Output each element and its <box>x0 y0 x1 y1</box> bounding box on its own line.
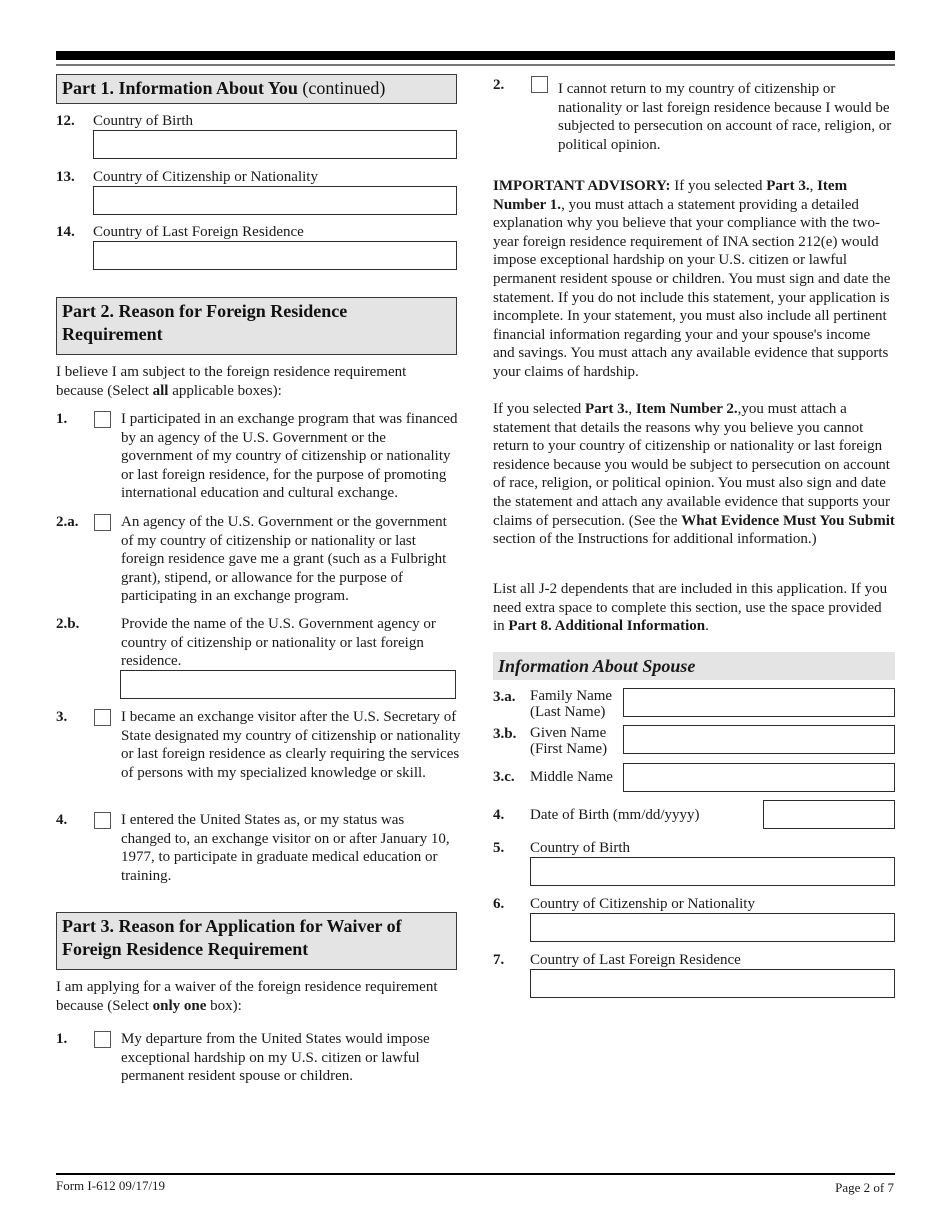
country-of-birth-label: Country of Birth <box>93 113 193 129</box>
j2-dependents-paragraph <box>493 580 895 636</box>
exceptional-hardship-checkbox[interactable] <box>94 1031 111 1048</box>
grant-checkbox[interactable] <box>94 514 111 531</box>
part1-title-suffix: (continued) <box>297 78 386 98</box>
country-of-citizenship-field[interactable] <box>93 186 457 215</box>
part1-header <box>56 74 457 104</box>
exchange-program-checkbox[interactable] <box>94 411 111 428</box>
item-number: 3.a. <box>493 689 516 705</box>
country-of-last-residence-label: Country of Last Foreign Residence <box>93 224 304 240</box>
item-number: 5. <box>493 840 505 856</box>
emphasis-text: Part 3. <box>585 401 629 417</box>
item-number: 3. <box>56 709 68 725</box>
form-identifier: Form I-612 09/17/19 <box>56 1178 166 1193</box>
body-text: , <box>809 178 818 194</box>
specialized-knowledge-text: I became an exchange visitor after the U.S. Secretary of State designated my country of citizenship or nationality or last foreign residence as clearly requiring the services of persons with my specialized knowledge or skill. <box>121 709 461 781</box>
body-text: , you must attach a statement providing a detailed explanation why you believe that your compliance with the two-year foreign residence requirement of INA section 212(e) would impose exceptional hardship on your U.S. citizen or lawful permanent resident spouse or children. You must sign and date the statement. If you do not include this statement, your application is incomplete. In your statement, you must also include all pertinent financial information regarding your and your spouse's income and savings. You must attach any available evidence that supports your claims of hardship. <box>493 196 891 380</box>
item-number: 6. <box>493 896 505 912</box>
part3-title-line2: Foreign Residence Requirement <box>62 939 309 959</box>
emphasis-text: IMPORTANT ADVISORY: <box>493 178 671 194</box>
agency-name-field[interactable] <box>120 670 456 699</box>
item-number: 1. <box>56 411 68 427</box>
item-number: 3.b. <box>493 726 517 742</box>
graduate-medical-text: I entered the United States as, or my status was changed to, an exchange visitor on or after January 10, 1977, to participate in graduate medical education or training. <box>121 812 450 884</box>
part1-title: Part 1. Information About You <box>62 78 298 98</box>
emphasis-text: Part 3. <box>766 178 810 194</box>
item-number: 14. <box>56 224 75 240</box>
exchange-program-text: I participated in an exchange program that was financed by an agency of the U.S. Government or the government of my country of citizenship or nationality or last foreign residence, for the purpose of promoting international education and cultural exchange. <box>121 411 458 502</box>
emphasis-text: What Evidence Must You Submit <box>681 512 895 529</box>
emphasis-text: Item Number 2. <box>635 401 738 417</box>
agency-name-label: Provide the name of the U.S. Government agency or country of citizenship or nationality or last foreign residence. <box>121 616 436 670</box>
spouse-country-of-last-residence-field[interactable] <box>530 969 895 998</box>
part2-header <box>56 297 457 355</box>
spouse-country-of-citizenship-label: Country of Citizenship or Nationality <box>530 896 755 912</box>
spouse-given-name-field[interactable] <box>623 725 895 754</box>
persecution-checkbox[interactable] <box>531 76 548 93</box>
body-text: ,you must attach a statement that details the reasons why you believe you cannot return to your country of citizenship or nationality or last foreign residence because you would be subject to persecution on account of race, religion, or political opinion. You must also sign and date the statement and attach any available evidence that supports your claims of persecution. (See the <box>493 401 890 529</box>
part3-intro: I am applying for a waiver of the foreign residence requirement because (Select only one box): <box>56 979 438 1014</box>
spouse-country-of-birth-label: Country of Birth <box>530 840 630 856</box>
footer-rule <box>56 1173 895 1175</box>
part2-title-line1: Part 2. Reason for Foreign Residence <box>62 301 348 321</box>
item-number: 12. <box>56 113 75 129</box>
part3-title-line1: Part 3. Reason for Application for Waiver of <box>62 916 402 936</box>
grant-text: An agency of the U.S. Government or the government of my country of citizenship or nationality or last foreign residence gave me a grant (such as a Fulbright grant), stipend, or allowance for the purpose of participating in an exchange program. <box>121 514 447 605</box>
given-name-label: Given Name (First Name) <box>530 725 608 757</box>
item-number: 1. <box>56 1031 68 1047</box>
body-text: List all J-2 dependents that are included in this application. If you need extra space to complete this section, use the space provided in <box>493 581 888 635</box>
persecution-advisory-paragraph <box>493 400 895 549</box>
header-rule-thick <box>56 51 895 60</box>
part2-intro: I believe I am subject to the foreign residence requirement because (Select all applicable boxes): <box>56 364 407 399</box>
emphasis-text: Part 8. Additional Information <box>508 618 706 635</box>
spouse-family-name-field[interactable] <box>623 688 895 717</box>
country-of-last-residence-field[interactable] <box>93 241 457 270</box>
spouse-country-of-citizenship-field[interactable] <box>530 913 895 942</box>
item-number: 2.a. <box>56 514 79 530</box>
part2-title-line2: Requirement <box>62 324 163 344</box>
item-number: 3.c. <box>493 769 515 785</box>
date-of-birth-label: Date of Birth (mm/dd/yyyy) <box>530 807 700 823</box>
spouse-date-of-birth-field[interactable] <box>763 800 895 829</box>
country-of-birth-field[interactable] <box>93 130 457 159</box>
item-number: 2. <box>493 77 505 93</box>
body-text: . <box>705 618 709 635</box>
persecution-text: I cannot return to my country of citizenship or nationality or last foreign residence because I would be subjected to persecution on account of race, religion, or political opinion. <box>558 81 892 153</box>
important-advisory-paragraph <box>493 177 895 382</box>
item-number: 4. <box>493 807 505 823</box>
part3-header <box>56 912 457 970</box>
item-number: 7. <box>493 952 505 968</box>
header-rule-thin <box>56 64 895 66</box>
middle-name-label: Middle Name <box>530 769 613 785</box>
body-text: If you selected <box>670 178 767 194</box>
graduate-medical-checkbox[interactable] <box>94 812 111 829</box>
spouse-section-header: Information About Spouse <box>493 652 895 680</box>
item-number: 4. <box>56 812 68 828</box>
item-number: 2.b. <box>56 616 80 632</box>
country-of-citizenship-label: Country of Citizenship or Nationality <box>93 169 318 185</box>
body-text: If you selected <box>493 401 586 417</box>
spouse-country-of-birth-field[interactable] <box>530 857 895 886</box>
body-text: , <box>628 401 636 417</box>
spouse-middle-name-field[interactable] <box>623 763 895 792</box>
spouse-country-of-last-residence-label: Country of Last Foreign Residence <box>530 952 741 968</box>
specialized-knowledge-checkbox[interactable] <box>94 709 111 726</box>
item-number: 13. <box>56 169 75 185</box>
emphasis-text: Item Number 1. <box>493 178 848 213</box>
family-name-label: Family Name (Last Name) <box>530 688 613 720</box>
exceptional-hardship-text: My departure from the United States would impose exceptional hardship on my U.S. citizen or lawful permanent resident spouse or children. <box>121 1031 430 1085</box>
page-number: Page 2 of 7 <box>835 1180 894 1195</box>
body-text: section of the Instructions for additional information.) <box>493 531 817 548</box>
